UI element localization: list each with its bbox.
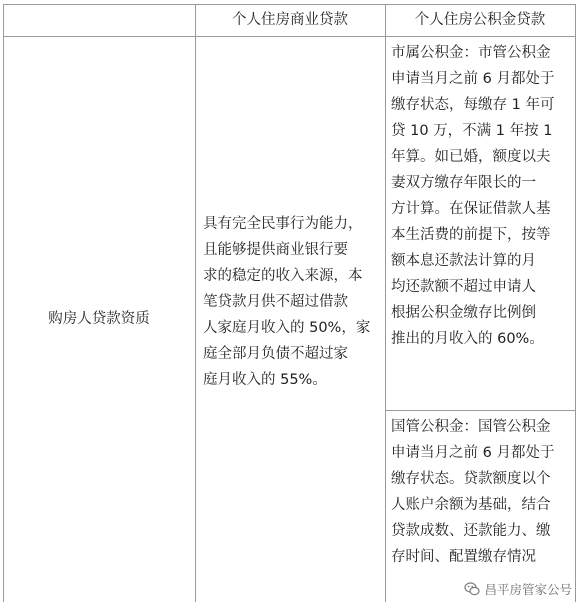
table-border-right — [575, 4, 576, 602]
municipal-line: 本生活费的前提下，按等 — [391, 227, 551, 243]
municipal-line: 均还款额不超过申请人 — [391, 279, 536, 295]
row-label-qualification: 购房人贷款资质 — [48, 311, 150, 327]
national-line: 贷款成数、还款能力、缴 — [391, 523, 551, 539]
commercial-line: 笔贷款月供不超过借款 — [203, 294, 348, 310]
commercial-line: 求的稳定的收入来源，本 — [203, 268, 363, 284]
municipal-line: 贷 10 万，不满 1 年按 1 — [391, 123, 553, 139]
commercial-loan-requirements — [203, 211, 383, 393]
commercial-line: 庭全部月负债不超过家 — [203, 346, 348, 362]
header-divider — [3, 36, 575, 37]
municipal-fund-requirements — [391, 40, 573, 352]
municipal-line: 申请当月之前 6 月都处于 — [391, 71, 555, 87]
commercial-line: 人家庭月收入的 50%，家 — [203, 320, 371, 336]
commercial-line: 具有完全民事行为能力， — [203, 216, 363, 232]
header-commercial-loan: 个人住房商业贷款 — [232, 12, 348, 28]
national-line: 存时间、配置缴存情况 — [391, 549, 536, 565]
municipal-line: 方计算。在保证借款人基 — [391, 201, 551, 217]
column-divider-2 — [385, 4, 386, 602]
watermark — [464, 580, 572, 598]
column-divider-1 — [195, 4, 196, 602]
table-border-left — [3, 4, 4, 602]
municipal-line: 额本息还款法计算的月 — [391, 253, 536, 269]
watermark-text: 昌平房管家公号 — [484, 582, 572, 597]
fund-divider — [385, 410, 575, 411]
municipal-line: 妻双方缴存年限长的一 — [391, 175, 536, 191]
national-line: 申请当月之前 6 月都处于 — [391, 445, 555, 461]
municipal-line: 市属公积金：市管公积金 — [391, 45, 551, 61]
national-line: 人账户余额为基础，结合 — [391, 497, 551, 513]
wechat-icon — [464, 581, 480, 597]
table-border-top — [3, 4, 575, 5]
municipal-line: 根据公积金缴存比例倒 — [391, 305, 536, 321]
municipal-line: 年算。如已婚，额度以夫 — [391, 149, 551, 165]
municipal-line: 推出的月收入的 60%。 — [391, 331, 544, 347]
national-fund-requirements — [391, 414, 573, 570]
national-line: 缴存状态。贷款额度以个 — [391, 471, 551, 487]
commercial-line: 且能够提供商业银行要 — [203, 242, 348, 258]
municipal-line: 缴存状态，每缴存 1 年可 — [391, 97, 555, 113]
commercial-line: 庭月收入的 55%。 — [203, 372, 327, 388]
national-line: 国管公积金：国管公积金 — [391, 419, 551, 435]
header-housing-fund-loan: 个人住房公积金贷款 — [414, 12, 546, 28]
